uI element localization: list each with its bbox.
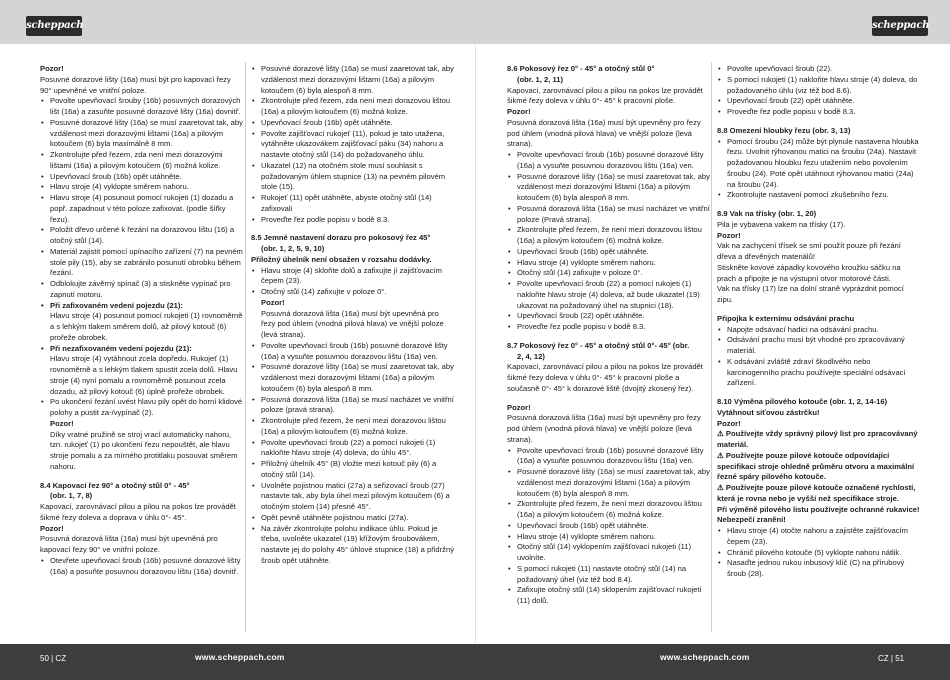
- bold-note: Pozor!: [40, 64, 64, 73]
- list-item: • Otevřete upevňovací šroub (16b) posuvné dorazové lišty (16a) a posuňte posuvnou dorazovou lištu (16a) dovnitř.: [40, 556, 244, 578]
- section-heading: (obr. 1, 7, 8): [50, 491, 93, 501]
- list-item: • Otočný stůl (14) zafixujte v poloze 0°.: [251, 287, 455, 298]
- list-item: • Povolte upevňovací šroub (22) a pomocí rukojeti (1) nakloňte hlavu stroje (4) doleva, až bude ukazatel (19) ukazovat na požadovaný úhel na stupnici (18).: [507, 279, 711, 311]
- list-item: • Odsávání prachu musí být vhodné pro zpracovávaný materiál.: [717, 335, 921, 357]
- paragraph: Díky vratné pružině se stroj vrací automaticky nahoru, tzn. rukojeť (1) po ukončení řezu nepouštět, ale hlavu stroje pomalu a za mírného protitlaku posouvat směrem nahoru.: [50, 429, 238, 471]
- bold-note: ⚠ Používejte vždy správný pilový list pro zpracovávaný materiál.: [717, 429, 918, 449]
- section-spacer: [40, 473, 244, 481]
- text-column-1: [40, 64, 244, 577]
- list-item: • Položit dřevo určené k řezání na dorazovou lištu (16) a otočný stůl (14).: [40, 225, 244, 247]
- list-item: • Ukazatel (12) na otočném stole musí souhlasit s požadovaným úhlem stupnice (13) na pevném pilovém stole (15).: [251, 161, 455, 193]
- text-column-2: [251, 64, 455, 567]
- list-item: • Materiál zajistit pomocí upínacího zařízení (7) na pevném stole pily (15), aby se zabránilo posunutí obrobku během řezání.: [40, 247, 244, 279]
- list-item: • Povolte upevňovací šrouby (16b) posuvných dorazových lišt (16a) a zasuňte posuvné dorazové lišty (16a) dovnitř.: [40, 96, 244, 118]
- paragraph: Stiskněte kovové západky kovového kroužku sáčku na prach a připojte je na výstupní otvor motorové části.: [717, 262, 901, 283]
- section-heading: 8.4 Kapovací řez 90° a otočný stůl 0° - 45°: [40, 480, 190, 490]
- list-item: • Pomocí šroubu (24) může být plynule nastavena hloubka řezu. Uvolnit rýhovanou matici na šroubu (24a). Nastavit požadovanou hloubku řezu utažením nebo povolením šroubu (24). Poté opět utáhnout rýhovanou matici (24a) na šroubu (24).: [717, 137, 921, 191]
- list-item: • Hlavu stroje (4) vyklopte směrem nahoru.: [40, 182, 244, 193]
- paragraph: Posuvná dorazová lišta (16a) musí být upevněny pro řezy pod úhlem (vnodná pilová hlava) ve vnější poloze (levá strana).: [507, 413, 701, 444]
- list-item: • Posuvné dorazové lišty (16a) se musí zaaretovat tak, aby vzdálenost mezi dorazovými lištami (16a) a pilovým kotoučem (6) byla alespoň 8 mm.: [251, 362, 455, 394]
- section-spacer: [251, 225, 455, 233]
- list-item: • Posuvné dorazové lišty (16a) se musí zaaretovat tak, aby vzdálenost mezi dorazovými lištami (16a) a pilovým kotoučem (6) byla alespoň 8 mm.: [251, 64, 455, 96]
- bullet-list: [251, 64, 455, 225]
- paragraph: Posuvné dorazové lišty (16a) musí být pro kapovací řezy 90° upevněné ve vnitřní poloze.: [40, 74, 231, 95]
- bullet-list: [40, 397, 244, 419]
- bullet-list: [717, 526, 921, 580]
- section-heading: (obr. 1, 2, 11): [517, 74, 564, 84]
- column-rule-left: [245, 62, 246, 632]
- brand-logo-left: scheppach: [26, 16, 82, 36]
- section-heading: 2, 4, 12): [517, 351, 545, 361]
- list-item: • Při nezafixovaném vedení pojezdu (21):: [40, 344, 244, 355]
- list-item: • Otočný stůl (14) zafixujte v poloze 0°.: [507, 268, 711, 279]
- paragraph: Kapovací, zarovnávací pilou a pilou na pokos lze provádět šikmé řezy doleva v úhlu 0°- 45° k pracovní ploše a současně 0°- 45° k dorazové liště (dvojitý zkosený řez).: [507, 362, 703, 393]
- list-item: • Zkontrolujte nastavení pomocí zkušebního řezu.: [717, 190, 921, 201]
- list-item: • Povolte upevňovací šroub (22) a pomocí rukojeti (1) nakloňte hlavu stroje (4) doleva, do úhlu 45°.: [251, 438, 455, 460]
- list-item: • Posuvné dorazové lišty (16a) se musí zaaretovat tak, aby vzdálenost mezi dorazovými lištami (16a) a pilovým kotoučem (6) byla maximálně 8 mm.: [40, 118, 244, 150]
- list-item: • Nasaďte jednou rukou inbusový klíč (C) na přírubový šroub (28).: [717, 558, 921, 580]
- list-item: • Odblokujte závěrný spínač (3) a stiskněte vypínač pro zapnutí motoru.: [40, 279, 244, 301]
- bold-note: ⚠ Používejte pouze pilové kotouče označené rychlostí, která je rovna nebo je vyšší než specifikace stroje.: [717, 483, 916, 503]
- paragraph: Pila je vybavena vakem na třísky (17).: [717, 219, 846, 229]
- paragraph: Hlavu stroje (4) posunout pomocí rukojeti (1) rovnoměrně a s lehkým tlakem směrem dolů, až pilový kotouč (6) prořeže obrobek.: [50, 311, 243, 342]
- bold-note: Pozor!: [507, 107, 531, 116]
- bullet-list: [717, 325, 921, 390]
- list-item: • Rukojeť (11) opět utáhněte, abyste otočný stůl (14) zafixovali: [251, 193, 455, 215]
- list-item: • Upevňovací šroub (16b) opět utáhněte.: [40, 172, 244, 183]
- bold-note: Pozor!: [717, 230, 741, 240]
- list-item: • Proveďte řez podle popisu v bodě 8.3.: [251, 215, 455, 226]
- bold-note: Pozor!: [717, 418, 741, 428]
- list-item: • Povolte upevňovací šroub (16b) posuvné dorazové lišty (16a) a vysuňte posuvnou dorazovou lištu (16a) ven.: [507, 150, 711, 172]
- section-heading: 8.6 Pokosový řez 0° - 45° a otočný stůl 0°: [507, 64, 655, 73]
- list-item: • Napojte odsávací hadici na odsávání prachu.: [717, 325, 921, 336]
- bullet-list: [507, 150, 711, 333]
- list-item: • Hlavu stroje (4) vyklopte směrem nahoru.: [507, 532, 711, 543]
- section-spacer: [507, 333, 711, 341]
- bullet-list: [717, 137, 921, 202]
- list-item: • Na závěr zkontrolujte polohu indikace úhlu. Pokud je třeba, uvolněte ukazatel (19) křížovým šroubovákem, nastavte jej do polohy 45° úhlové stupnice (18) a přidržný šroub opět utáhněte.: [251, 524, 455, 567]
- bullet-list: [40, 556, 244, 578]
- bold-note: Pozor!: [261, 297, 285, 307]
- text-column-3: [507, 64, 711, 607]
- list-item: • Zkontrolujte před řezem, že není mezi dorazovou lištou (16a) a pilovým kotoučem (6) možná kolize.: [507, 499, 711, 521]
- paragraph: Posuvná dorazová lišta (16a) musí být upevněny pro řezy pod úhlem (vnodná pilová hlava) ve vnější poloze (levá strana).: [507, 117, 701, 149]
- page-number-left: 50 | CZ: [40, 654, 67, 663]
- section-heading: Připojka k externímu odsávání prachu: [717, 313, 855, 323]
- list-item: • Po ukončení řezání uvést hlavu pily opět do horní klidové polohy a pustit za-/vypínač (2).: [40, 397, 244, 419]
- list-item: • Proveďte řez podle popisu v bodě 8.3.: [507, 322, 711, 333]
- list-item: • Povolte upevňovací šroub (16b) posuvné dorazové lišty (16a) a vysuňte posuvnou dorazovou lištu (16a) ven.: [507, 446, 711, 468]
- list-item: • S pomocí rukojeti (11) nastavte otočný stůl (14) na požadovaný úhel (viz též bod 8.4).: [507, 564, 711, 586]
- bold-note: Při výměně pilového listu používejte ochranné rukavice! Nebezpečí zranění!: [717, 504, 920, 525]
- list-item: • Při zafixovaném vedení pojezdu (21):: [40, 301, 244, 312]
- list-item: • Povolte upevňovací šroub (16b) posuvné dorazové lišty (16a) a vysuňte posuvnou dorazovou lištu (16a) ven.: [251, 341, 455, 363]
- list-item: • Přiložný úhelník 45° (B) vložte mezi kotouč pily (6) a otočný stůl (14).: [251, 459, 455, 481]
- paragraph: Posuvná dorazová lišta (16a) musí být upevněná pro kapovací řezy 90° ve vnitřní poloze.: [40, 534, 218, 554]
- page-gutter: [475, 44, 476, 644]
- list-item: • Upevňovací šroub (16b) opět utáhněte.: [507, 247, 711, 258]
- column-rule-right: [711, 62, 712, 632]
- website-link-left[interactable]: www.scheppach.com: [195, 652, 285, 662]
- section-heading: 8.5 Jemné nastavení dorazu pro pokosový řez 45°: [251, 233, 431, 243]
- list-item: • Povolte upevňovací šroub (22).: [717, 64, 921, 75]
- section-heading: 8.9 Vak na třísky (obr. 1, 20): [717, 209, 817, 218]
- website-link-right[interactable]: www.scheppach.com: [660, 652, 750, 662]
- list-item: • Proveďte řez podle popisu v bodě 8.3.: [717, 107, 921, 118]
- list-item: • Hlavu stroje (4) skloňte dolů a zafixujte jí zajišťovacím čepem (23).: [251, 266, 455, 288]
- list-item: • Upevňovací šroub (16b) opět utáhněte.: [251, 118, 455, 129]
- section-spacer: [717, 118, 921, 126]
- page-number-right: CZ | 51: [878, 654, 905, 663]
- section-heading: 8.7 Pokosový řez 0° - 45° a otočný stůl 0°- 45° (obr.: [507, 340, 690, 350]
- list-item: • Upevňovací šroub (16b) opět utáhněte.: [507, 521, 711, 532]
- bold-note: Pozor!: [50, 418, 74, 428]
- bold-note: Pozor!: [40, 523, 64, 533]
- paragraph: Vak na zachycení třísek se smí použít pouze při řezání dřeva a dřevěných materiálů!: [717, 241, 901, 261]
- list-item: • Zkontrolujte před řezem, že není mezi dorazovou lištou (16a) a pilovým kotoučem (6) možná kolize.: [507, 225, 711, 247]
- list-item: • Opět pevně utáhněte pojistnou matici (27a).: [251, 513, 455, 524]
- paragraph: Kapovací, zarovnávací pilou a pilou na pokos lze provádět šikmé řezy doleva a doprava v úhlu 0°- 45°.: [40, 502, 236, 522]
- paragraph: Vak na třísky (17) lze na dolní straně vyprázdnit pomocí zipu.: [717, 284, 904, 304]
- list-item: • S pomocí rukojeti (1) nakloňte hlavu stroje (4) doleva, do požadovaného úhlu (viz též bod 8.6).: [717, 75, 921, 97]
- bold-note: Vytáhnout síťovou zástrčku!: [717, 407, 820, 417]
- section-spacer: [717, 389, 921, 397]
- list-item: • Posuvné dorazové lišty (16a) se musí zaaretovat tak, aby vzdálenost mezi dorazovými lištami (16a) a pilovým kotoučem (6) byla alespoň 8 mm.: [507, 467, 711, 499]
- bullet-list: [40, 344, 244, 355]
- list-item: • Hlavu stroje (4) vyklopte směrem nahoru.: [507, 258, 711, 269]
- paragraph: Kapovací, zarovnávací pilou a pilou na pokos lze provádět šikmé řezy doleva v úhlu 0°- 45° k pracovní ploše.: [507, 85, 703, 106]
- list-item: • Upevňovací šroub (22) opět utáhněte.: [507, 311, 711, 322]
- list-item: • Zkontrolujte před řezem, zda není mezi dorazovou lištou (16a) a pilovým kotoučem (6) možná kolize.: [251, 96, 455, 118]
- list-item: • Zafixujte otočný stůl (14) sklopením zajišťovací rukojeti (11) dolů.: [507, 585, 711, 607]
- bold-note: Přiložný úhelník není obsažen v rozsahu dodávky.: [251, 254, 432, 264]
- section-heading: (obr. 1, 2, 5, 9, 10): [261, 244, 325, 253]
- text-column-4: [717, 64, 921, 580]
- list-item: • Povolte zajišťovací rukojeť (11), pokud je tato utažena, vytáhněte ukazovákem zajišťovací páku (34) nahoru a nastavte otočný stůl (14) do požadovaného úhlu.: [251, 129, 455, 161]
- list-item: • Otočný stůl (14) vyklopením zajišťovací rukojeti (11) uvolníte.: [507, 542, 711, 564]
- section-heading: 8.10 Výměna pilového kotouče (obr. 1, 2, 14-16): [717, 397, 888, 406]
- footer-bar: [0, 644, 950, 680]
- bold-note: ⚠ Používejte pouze pilové kotouče odpovídající specifikaci stroje ohledně průměru otvoru a maximální řezné spáry pilového kotouče.: [717, 450, 915, 482]
- list-item: • Uvolněte pojistnou matici (27a) a seřizovací šroub (27) nastavte tak, aby byla úhel mezi pilovým kotoučem (6) a otočným stolem (14) přesně 45°.: [251, 481, 455, 513]
- bullet-list: [251, 341, 455, 567]
- list-item: • Zkontrolujte před řezem, zda není mezi dorazovými lištami (16a) a pilovým kotoučem (6) možná kolize.: [40, 150, 244, 172]
- list-item: • Hlavu stroje (4) otočte nahoru a zajistěte zajišťovacím čepem (23).: [717, 526, 921, 548]
- bullet-list: [507, 446, 711, 607]
- list-item: • Upevňovací šroub (22) opět utáhněte.: [717, 96, 921, 107]
- list-item: • Zkontrolujte před řezem, že není mezi dorazovou lištou (16a) a pilovým kotoučem (6) možná kolize.: [251, 416, 455, 438]
- section-spacer: [507, 395, 711, 403]
- list-item: • K odsávání zvláště zdraví škodlivého nebo karcinogenního prachu používejte speciální odsávací zařízení.: [717, 357, 921, 389]
- brand-logo-right: scheppach: [872, 16, 928, 36]
- section-heading: 8.8 Omezení hloubky řezu (obr. 3, 13): [717, 125, 851, 135]
- bold-note: Pozor!: [507, 402, 531, 412]
- bullet-list: [251, 266, 455, 298]
- section-spacer: [717, 201, 921, 209]
- list-item: • Chránič pilového kotouče (5) vyklopte nahoru nátlik.: [717, 548, 921, 559]
- bullet-list: [717, 64, 921, 118]
- list-item: • Posuvná dorazová lišta (16a) se musí nacházet ve vnitřní poloze (Pravá strana).: [507, 204, 711, 226]
- paragraph: Hlavu stroje (4) vytáhnout zcela dopředu. Rukojeť (1) rovnoměrně a s lehkým tlakem spustit zcela dolů. Hlavu stroje (4) nyní pomalu a rovnoměrně posunout zcela dozadu, až pilový kotouč (6) úplně prořeže obrobek.: [50, 354, 238, 396]
- top-bar: [0, 0, 950, 44]
- section-spacer: [717, 306, 921, 314]
- bullet-list: [40, 96, 244, 311]
- paragraph: Posuvná dorazová lišta (16a) musí být upevněná pro řezy pod úhlem (vnodná pilová hlava) ve vnější poloze (levá strana).: [261, 308, 444, 339]
- list-item: • Posuvné dorazové lišty (16a) se musí zaaretovat tak, aby vzdálenost mezi dorazovými lištami (16a) a pilovým kotoučem (6) byla alespoň 8 mm.: [507, 172, 711, 204]
- list-item: • Posuvná dorazová lišta (16a) se musí nacházet ve vnitřní poloze (pravá strana).: [251, 395, 455, 417]
- list-item: • Hlavu stroje (4) posunout pomocí rukojeti (1) dozadu a popř. zapadnout v této poloze zafixovat. (podle šířky řezu).: [40, 193, 244, 225]
